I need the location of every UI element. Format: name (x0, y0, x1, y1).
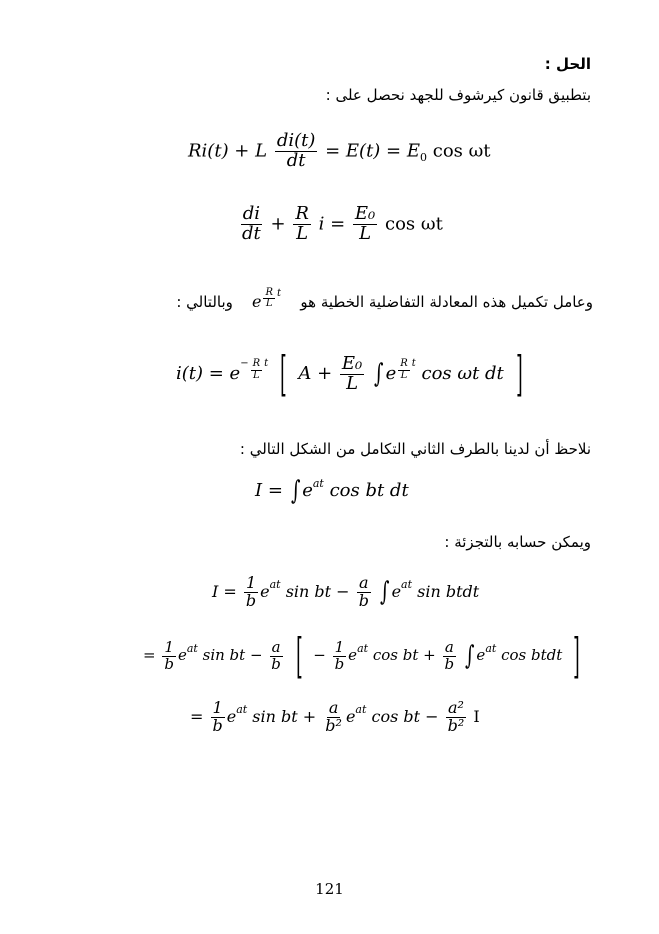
eq4-integral: ∫ (290, 476, 301, 506)
eq4-tail: cos bt dt (329, 480, 409, 501)
integrating-factor-expr (251, 286, 286, 311)
eq6-tail: cos btdt (501, 646, 563, 664)
eq5-e2: e (391, 581, 402, 601)
eq1-sub: 0 (420, 150, 427, 164)
eq2-frac3-num: E₀ (354, 203, 376, 224)
eq2-frac3-den: L (359, 222, 372, 244)
eq5-frac2-num: a (359, 573, 369, 592)
inline-factor-base: e (251, 292, 262, 311)
eq7-frac1-num: 1 (212, 698, 223, 717)
eq6-frac1-num: 1 (164, 637, 174, 656)
eq5-frac1 (244, 575, 258, 610)
inline-factor-den: L (265, 298, 273, 310)
inline-factor-var: t (276, 287, 281, 299)
eq2-plus: + (270, 213, 286, 235)
equation-linear-ode (238, 205, 443, 244)
eq1-fraction (275, 132, 318, 171)
eq7-e2: e (345, 706, 356, 726)
eq6-e3: e (476, 646, 486, 664)
eq2-frac1-den: dt (242, 222, 261, 244)
eq2-frac1 (240, 205, 263, 244)
eq7-frac2-num: a (328, 698, 339, 717)
equation-integral-I (255, 478, 409, 504)
eq1-lhs: Ri(t) + L (188, 140, 268, 162)
eq5-tail: sin btdt (417, 581, 480, 601)
eq3-inner-var: t (411, 358, 416, 369)
eq3-inner-num: R (400, 358, 408, 369)
eq4-lhs: I = (255, 480, 283, 501)
eq3-frac-den: L (346, 372, 359, 394)
eq6-left-bracket: [ (295, 628, 303, 684)
eq2-frac3 (353, 205, 377, 244)
eq6-frac2 (269, 637, 283, 673)
eq6-frac4-num: a (444, 637, 454, 656)
eq3-integral: ∫ (374, 359, 384, 389)
by-parts-text: ويمكن حسابه بالتجزئة : (444, 533, 591, 551)
eq7-lhs: = (190, 706, 204, 726)
eq7-exp1: at (236, 703, 248, 717)
eq3-frac-num: E₀ (341, 352, 363, 374)
equation-by-parts-1 (212, 575, 479, 610)
eq7-mid2: cos bt − (371, 706, 439, 726)
eq7-frac3-num: a² (447, 698, 464, 717)
eq3-a: A + (298, 363, 333, 384)
eq6-mid: sin bt − (202, 646, 263, 664)
page-number: 121 (315, 880, 344, 898)
eq6-mid2: cos bt + (372, 646, 436, 664)
eq6-frac4 (442, 637, 456, 673)
eq6-right-bracket: ] (573, 628, 580, 684)
eq5-frac1-num: 1 (245, 573, 257, 592)
eq3-left-bracket: [ (279, 346, 287, 402)
eq4-exp: at (312, 477, 324, 490)
eq3-lhs: i(t) = e (176, 363, 241, 384)
eq3-inner-frac (398, 359, 410, 381)
eq3-inner-exp (396, 359, 416, 381)
eq6-frac1 (162, 637, 176, 673)
eq7-frac3 (446, 700, 467, 735)
eq2-frac2 (293, 205, 311, 244)
eq6-e2: e (348, 646, 358, 664)
eq3-exp-minus: − (240, 358, 249, 369)
equation-by-parts-3 (190, 700, 480, 735)
note-text: نلاحظ أن لدينا بالطرف الثاني التكامل من الشكل التالي : (239, 440, 591, 458)
eq2-frac1-num: di (242, 203, 261, 224)
eq7-frac1 (211, 700, 225, 735)
eq1-tail: cos ωt (432, 140, 491, 162)
inline-factor-num: R (265, 286, 273, 298)
eq6-e1: e (177, 646, 187, 664)
eq3-exp-frac (251, 359, 263, 381)
eq2-frac2-den: L (296, 222, 309, 244)
eq5-mid: sin bt − (285, 581, 350, 601)
eq5-integral: ∫ (380, 577, 390, 608)
eq6-frac3 (333, 637, 347, 673)
integrating-factor-line (176, 286, 593, 316)
eq3-e: e (385, 363, 397, 384)
eq2-mid: i = (318, 213, 346, 235)
eq6-frac2-den: b (271, 654, 281, 673)
eq3-frac (340, 352, 364, 394)
eq3-tail: cos ωt dt (421, 363, 504, 384)
eq6-exp2: at (357, 642, 369, 655)
equation-solution-i (176, 346, 528, 402)
eq5-frac2-den: b (358, 590, 369, 610)
eq6-exp1: at (186, 642, 198, 655)
eq2-tail: cos ωt (385, 213, 443, 235)
eq7-frac2 (323, 700, 344, 735)
eq6-inner-minus: − (313, 646, 326, 664)
intro-text: بتطبيق قانون كيرشوف للجهد نحصل على : (325, 86, 591, 104)
eq3-exp-var: t (264, 358, 269, 369)
eq5-frac2 (357, 575, 371, 610)
eq6-frac3-den: b (334, 654, 345, 673)
eq3-exp-den: L (253, 369, 260, 381)
eq6-frac3-num: 1 (334, 637, 345, 656)
solution-heading: الحل : (544, 55, 591, 73)
eq3-exp-num: R (252, 358, 261, 369)
equation-kirchhoff (188, 132, 491, 171)
eq5-exp2: at (401, 578, 413, 592)
eq1-frac-den: dt (286, 149, 306, 171)
eq2-frac2-num: R (295, 203, 309, 224)
eq1-frac-num: di(t) (276, 130, 316, 151)
eq7-frac1-den: b (212, 715, 223, 735)
eq3-exp (240, 359, 268, 381)
eq5-frac1-den: b (245, 590, 257, 610)
eq6-integral: ∫ (464, 641, 475, 671)
eq7-frac3-den: b² (447, 715, 465, 735)
eq3-right-bracket: ] (515, 346, 523, 402)
eq7-tail: I (473, 706, 480, 726)
eq1-rhs: = E(t) = E (325, 140, 420, 162)
eq6-frac1-den: b (164, 654, 174, 673)
integrating-factor-post: وبالتالي : (176, 293, 233, 311)
eq5-e1: e (260, 581, 270, 601)
eq3-inner-den: L (400, 369, 408, 381)
eq7-mid: sin bt + (252, 706, 317, 726)
eq5-lhs: I = (212, 581, 237, 601)
eq4-e: e (302, 480, 313, 501)
eq6-frac2-num: a (271, 637, 281, 656)
inline-factor-exp (261, 288, 281, 310)
inline-factor-frac (263, 288, 275, 310)
eq6-frac4-den: b (444, 654, 455, 673)
eq7-frac2-den: b² (325, 715, 342, 735)
eq7-e1: e (226, 706, 237, 726)
integrating-factor-pre: وعامل تكميل هذه المعادلة التفاضلية الخطية هو (300, 293, 593, 311)
equation-by-parts-2 (143, 628, 586, 684)
eq6-exp3: at (485, 642, 497, 655)
eq7-exp2: at (355, 703, 367, 717)
eq6-lhs: = (143, 646, 156, 664)
eq5-exp1: at (269, 578, 281, 592)
